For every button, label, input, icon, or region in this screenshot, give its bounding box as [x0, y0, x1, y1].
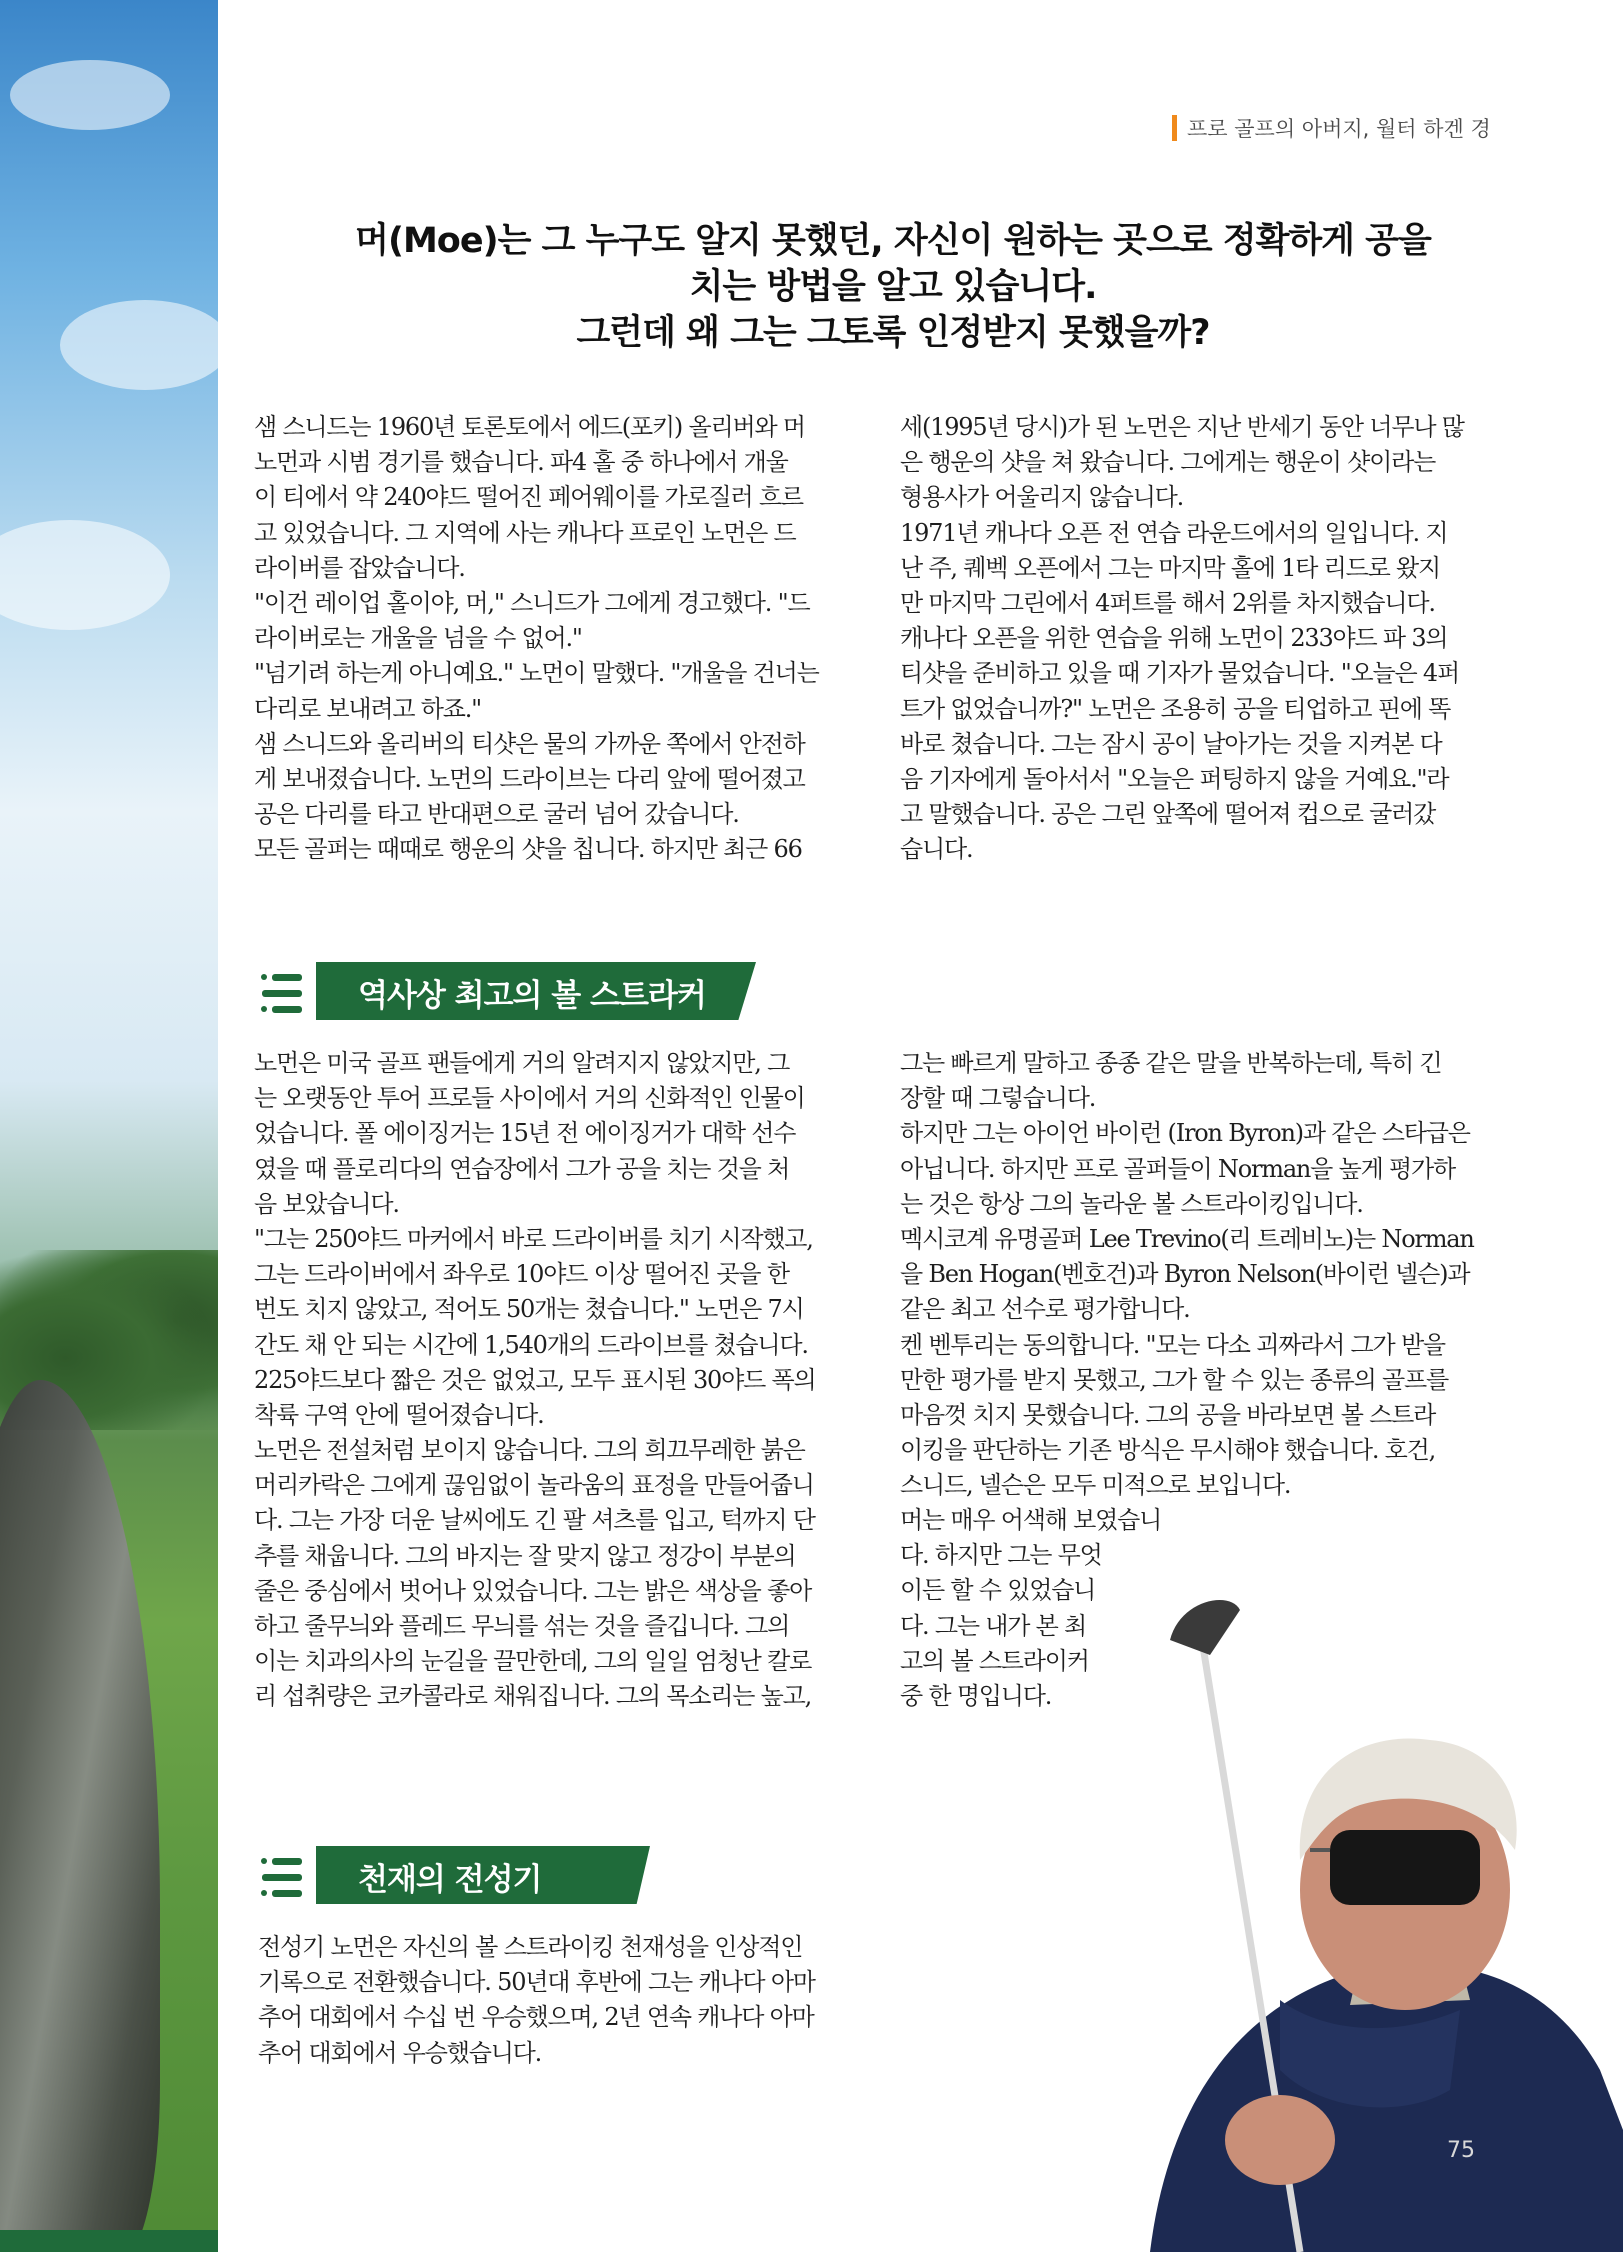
text-line: 라이버를 잡았습니다.	[254, 553, 465, 582]
text-line: 만 마지막 그린에서 4퍼트를 해서 2위를 차지했습니다.	[900, 588, 1435, 617]
intro-right-column	[900, 410, 1490, 867]
text-line: 었습니다. 폴 에이징거는 15년 전 에이징거가 대학 선수	[254, 1119, 796, 1148]
text-line: "넘기려 하는게 아니예요." 노먼이 말했다. "개울을 건너는	[254, 659, 819, 688]
golfer-portrait-photo	[1130, 1530, 1623, 2252]
text-line: 공은 다리를 타고 반대편으로 굴러 넘어 갔습니다.	[254, 800, 739, 829]
text-line: 하고 줄무늬와 플레드 무늬를 섞는 것을 즐깁니다. 그의	[254, 1612, 790, 1640]
text-line: 만한 평가를 받지 못했고, 그가 할 수 있는 종류의 골프를	[900, 1365, 1448, 1394]
text-line: 리 섭취량은 코카콜라로 채워집니다. 그의 목소리는 높고,	[254, 1682, 812, 1711]
text-line: 음 기자에게 돌아서서 "오늘은 퍼팅하지 않을 거예요."라	[900, 764, 1449, 793]
text-line: 노먼과 시범 경기를 했습니다. 파4 홀 중 하나에서 개울	[254, 448, 788, 477]
text-line: 장할 때 그렇습니다.	[900, 1084, 1096, 1113]
text-line: 켄 벤투리는 동의합니다. "모는 다소 괴짜라서 그가 받을	[900, 1330, 1445, 1359]
section-heading-ball-striker	[258, 962, 758, 1022]
golfer-figure	[0, 1380, 160, 2252]
text-line: 착륙 구역 안에 떨어졌습니다.	[254, 1400, 544, 1429]
text-line: 형용사가 어울리지 않습니다.	[900, 483, 1184, 512]
text-line: 그는 드라이버에서 좌우로 10야드 이상 떨어진 곳을 한	[254, 1260, 789, 1289]
text-line: 아닙니다. 하지만 프로 골퍼들이 Norman을 높게 평가하	[900, 1154, 1455, 1183]
text-line: 추어 대회에서 우승했습니다.	[258, 2038, 542, 2067]
section2-left-column	[258, 1930, 848, 2071]
text-line: 줄은 중심에서 벗어나 있었습니다. 그는 밝은 색상을 좋아	[254, 1576, 812, 1605]
text-line: 다. 그는 가장 더운 날씨에도 긴 팔 셔츠를 입고, 턱까지 단	[254, 1506, 815, 1535]
running-header	[1172, 113, 1491, 143]
running-title: 프로 골프의 아버지, 월터 하겐 경	[1187, 117, 1491, 141]
text-line: 이킹을 판단하는 기존 방식은 무시해야 했습니다. 호건,	[900, 1436, 1436, 1465]
intro-left-column	[254, 410, 844, 867]
text-line: 머는 매우 어색해 보였습니	[900, 1506, 1162, 1534]
text-line: 다. 하지만 그는 무엇	[900, 1541, 1102, 1570]
sidebar-photo	[0, 0, 218, 2252]
text-line: 습니다.	[900, 835, 973, 864]
text-line: 세(1995년 당시)가 된 노먼은 지난 반세기 동안 너무나 많	[900, 413, 1464, 441]
text-line: 추어 대회에서 수십 번 우승했으며, 2년 연속 캐나다 아마	[258, 2003, 814, 2032]
text-line: 은 행운의 샷을 쳐 왔습니다. 그에게는 행운이 샷이라는	[900, 448, 1436, 477]
text-line: "이건 레이업 홀이야, 머," 스니드가 그에게 경고했다. "드	[254, 588, 810, 617]
section-title: 역사상 최고의 볼 스트라커	[358, 978, 706, 1014]
cloud-shape	[10, 60, 170, 130]
text-line: 추를 채웁니다. 그의 바지는 잘 맞지 않고 정강이 부분의	[254, 1541, 796, 1570]
text-line: 티샷을 준비하고 있을 때 기자가 물었습니다. "오늘은 4퍼	[900, 659, 1459, 688]
cloud-shape	[0, 520, 170, 630]
text-line: 였을 때 플로리다의 연습장에서 그가 공을 치는 것을 처	[254, 1154, 790, 1183]
cloud-shape	[60, 300, 218, 390]
speed-lines-icon	[258, 1854, 322, 1902]
text-line: "그는 250야드 마커에서 바로 드라이버를 치기 시작했고,	[254, 1224, 813, 1253]
lead-line: 머(Moe)는 그 누구도 알지 못했던, 자신이 원하는 곳으로 정확하게 공을	[355, 221, 1431, 261]
text-line: 는 것은 항상 그의 놀라운 볼 스트라이킹입니다.	[900, 1189, 1363, 1218]
text-line: 고 말했습니다. 공은 그린 앞쪽에 떨어져 컵으로 굴러갔	[900, 800, 1436, 829]
text-line: 중 한 명입니다.	[900, 1681, 1052, 1710]
section-title: 천재의 전성기	[358, 1862, 542, 1898]
text-line: 간도 채 안 되는 시간에 1,540개의 드라이브를 쳤습니다.	[254, 1330, 808, 1359]
text-line: 게 보내졌습니다. 노먼의 드라이브는 다리 앞에 떨어졌고	[254, 764, 805, 793]
section1-left-column	[254, 1046, 844, 1715]
text-line: 같은 최고 선수로 평가합니다.	[900, 1295, 1190, 1324]
text-line: 기록으로 전환했습니다. 50년대 후반에 그는 캐나다 아마	[258, 1968, 815, 1997]
text-line: 멕시코계 유명골퍼 Lee Trevino(리 트레비노)는 Norman	[900, 1224, 1474, 1253]
text-line: 전성기 노먼은 자신의 볼 스트라이킹 천재성을 인상적인	[258, 1933, 803, 1961]
text-line: 음 보았습니다.	[254, 1189, 399, 1218]
text-line: 이 티에서 약 240야드 떨어진 페어웨이를 가로질러 흐르	[254, 483, 803, 512]
lead-heading	[248, 218, 1538, 356]
text-line: 스니드, 넬슨은 모두 미적으로 보입니다.	[900, 1471, 1291, 1500]
text-line: 샘 스니드와 올리버의 티샷은 물의 가까운 쪽에서 안전하	[254, 729, 805, 758]
green-stripe	[0, 2230, 218, 2252]
text-line: 1971년 캐나다 오픈 전 연습 라운드에서의 일입니다. 지	[900, 518, 1448, 547]
text-line: 는 오랫동안 투어 프로들 사이에서 거의 신화적인 인물이	[254, 1084, 805, 1113]
section-heading-prime	[258, 1846, 658, 1906]
text-line: 그는 빠르게 말하고 종종 같은 말을 반복하는데, 특히 긴	[900, 1049, 1442, 1077]
text-line: 번도 치지 않았고, 적어도 50개는 쳤습니다." 노먼은 7시	[254, 1295, 804, 1324]
text-line: 다리로 보내려고 하죠."	[254, 694, 481, 723]
text-line: 마음껏 치지 못했습니다. 그의 공을 바라보면 볼 스트라	[900, 1400, 1436, 1429]
text-line: 노먼은 미국 골프 팬들에게 거의 알려지지 않았지만, 그	[254, 1049, 790, 1077]
text-line: 트가 없었습니까?" 노먼은 조용히 공을 티업하고 핀에 똑	[900, 694, 1451, 723]
text-line: 225야드보다 짧은 것은 없었고, 모두 표시된 30야드 폭의	[254, 1365, 816, 1394]
text-line: 샘 스니드는 1960년 토론토에서 에드(포키) 올리버와 머	[254, 413, 805, 441]
text-line: 라이버로는 개울을 넘을 수 없어."	[254, 624, 582, 653]
text-line: 을 Ben Hogan(벤호건)과 Byron Nelson(바이런 넬슨)과	[900, 1260, 1470, 1289]
text-line: 다. 그는 내가 본 최	[900, 1611, 1087, 1640]
text-line: 이든 할 수 있었습니	[900, 1576, 1096, 1605]
speed-lines-icon	[258, 970, 322, 1018]
header-accent-bar	[1172, 115, 1177, 141]
text-line: 이는 치과의사의 눈길을 끌만한데, 그의 일일 엄청난 칼로	[254, 1647, 812, 1676]
text-line: 머리카락은 그에게 끊임없이 놀라움의 표정을 만들어줍니	[254, 1471, 814, 1500]
text-line: 고 있었습니다. 그 지역에 사는 캐나다 프로인 노먼은 드	[254, 518, 796, 547]
page-number: 75	[1447, 2138, 1475, 2163]
text-line: 난 주, 퀘벡 오픈에서 그는 마지막 홀에 1타 리드로 왔지	[900, 553, 1441, 582]
section1-right-column	[900, 1046, 1490, 1503]
lead-line: 치는 방법을 알고 있습니다.	[689, 267, 1097, 307]
text-line: 노먼은 전설처럼 보이지 않습니다. 그의 희끄무레한 붉은	[254, 1436, 805, 1465]
lead-line: 그런데 왜 그는 그토록 인정받지 못했을까?	[576, 313, 1210, 353]
text-line: 바로 쳤습니다. 그는 잠시 공이 날아가는 것을 지켜본 다	[900, 729, 1442, 758]
text-line: 고의 볼 스트라이커	[900, 1646, 1089, 1675]
text-line: 캐나다 오픈을 위한 연습을 위해 노먼이 233야드 파 3의	[900, 624, 1448, 653]
text-line: 하지만 그는 아이언 바이런 (Iron Byron)과 같은 스타급은	[900, 1119, 1470, 1148]
text-line: 모든 골퍼는 때때로 행운의 샷을 칩니다. 하지만 최근 66	[254, 835, 802, 864]
